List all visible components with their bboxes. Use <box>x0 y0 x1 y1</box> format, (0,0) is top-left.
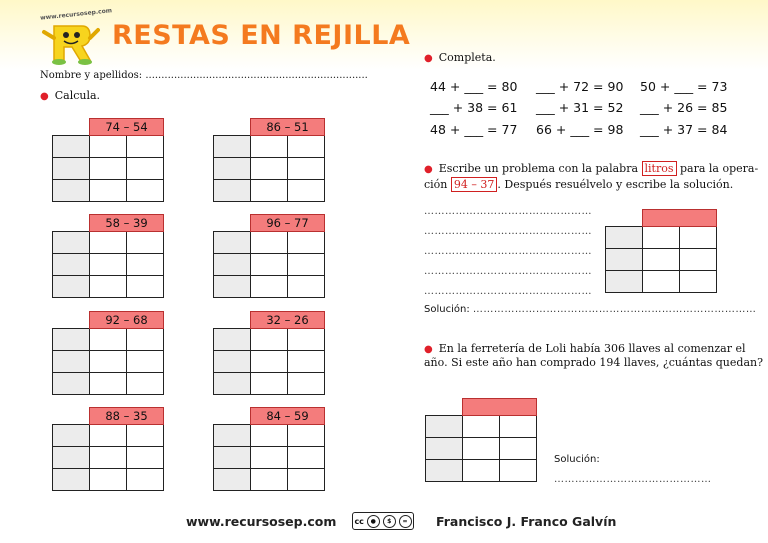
grid-cell[interactable] <box>288 136 325 158</box>
grid-cell[interactable] <box>127 373 164 395</box>
bullet-icon: ● <box>424 164 433 175</box>
grid-cell[interactable] <box>214 276 251 298</box>
problema-text: Escribe un problema con la palabra <box>438 162 639 175</box>
grid-cell[interactable] <box>53 232 90 254</box>
grid-cell[interactable] <box>500 460 537 482</box>
grid-cell[interactable] <box>127 351 164 373</box>
problema-line-1 <box>424 162 758 175</box>
answer-line: ………………………………………… <box>424 246 592 257</box>
grid-spacer <box>214 119 251 136</box>
grid-header: 74 – 54 <box>90 119 164 136</box>
grid-cell[interactable] <box>90 158 127 180</box>
subtraction-grid <box>213 118 325 202</box>
grid-spacer <box>53 312 90 329</box>
grid-cell[interactable] <box>251 329 288 351</box>
answer-line: ………………………………………… <box>424 226 592 237</box>
grid-cell[interactable] <box>214 373 251 395</box>
equation: 44 + ___ = 80 <box>430 79 518 94</box>
grid-cell[interactable] <box>251 469 288 491</box>
grid-cell[interactable] <box>288 329 325 351</box>
grid-cell[interactable] <box>426 438 463 460</box>
completa-heading <box>424 51 496 64</box>
grid-spacer <box>214 215 251 232</box>
footer-author: Francisco J. Franco Galvín <box>436 514 617 529</box>
subtraction-grid <box>213 311 325 395</box>
subtraction-grid <box>52 118 164 202</box>
solution-label: Solución: <box>554 454 600 465</box>
grid-header <box>643 210 717 227</box>
grid-cell[interactable] <box>53 276 90 298</box>
grid-cell[interactable] <box>288 180 325 202</box>
grid-cell[interactable] <box>127 276 164 298</box>
grid-cell[interactable] <box>680 249 717 271</box>
grid-cell[interactable] <box>606 271 643 293</box>
ferreteria-line-2: año. Si este año han comprado 194 llaves, ¿cuántas quedan? <box>424 356 763 369</box>
grid-cell[interactable] <box>463 460 500 482</box>
mascot-logo-icon <box>40 20 100 66</box>
equation: ___ + 26 = 85 <box>640 100 728 115</box>
subtraction-grid <box>52 407 164 491</box>
grid-header: 96 – 77 <box>251 215 325 232</box>
grid-cell[interactable] <box>288 373 325 395</box>
equation: ___ + 31 = 52 <box>536 100 624 115</box>
ferreteria-text: En la ferretería de Loli había 306 llaves al comenzar el <box>438 342 746 355</box>
equation: ___ + 37 = 84 <box>640 122 728 137</box>
grid-cell[interactable] <box>643 249 680 271</box>
problema-line-2 <box>424 178 733 191</box>
grid-header: 86 – 51 <box>251 119 325 136</box>
subtraction-grid <box>213 214 325 298</box>
footer-site: www.recursosep.com <box>186 514 337 529</box>
keyword-box: litros <box>642 161 677 176</box>
page-title: RESTAS EN REJILLA <box>112 20 411 51</box>
solution-row <box>424 304 756 315</box>
cc-license-icon <box>352 512 414 530</box>
nc-icon: $ <box>383 515 396 528</box>
equation: ___ + 38 = 61 <box>430 100 518 115</box>
name-line: Nombre y apellidos: ...................................................................... <box>40 70 368 81</box>
grid-cell[interactable] <box>288 254 325 276</box>
calcula-label: Calcula. <box>54 89 101 102</box>
grid-cell[interactable] <box>127 232 164 254</box>
grid-cell[interactable] <box>127 254 164 276</box>
grid-cell[interactable] <box>251 254 288 276</box>
grid-cell[interactable] <box>214 180 251 202</box>
grid-cell[interactable] <box>127 180 164 202</box>
grid-header: 92 – 68 <box>90 312 164 329</box>
bullet-icon: ● <box>424 344 433 355</box>
grid-cell[interactable] <box>90 254 127 276</box>
subtraction-grid <box>605 209 717 293</box>
solution-label: Solución: <box>424 304 470 315</box>
grid-cell[interactable] <box>127 447 164 469</box>
grid-cell[interactable] <box>288 425 325 447</box>
problema-text: . Después resuélvelo y escribe la solución. <box>497 178 734 191</box>
grid-cell[interactable] <box>214 254 251 276</box>
bullet-icon: ● <box>40 91 49 102</box>
grid-cell[interactable] <box>53 373 90 395</box>
grid-cell[interactable] <box>127 425 164 447</box>
grid-header: 84 – 59 <box>251 408 325 425</box>
grid-cell[interactable] <box>53 425 90 447</box>
grid-cell[interactable] <box>90 276 127 298</box>
grid-cell[interactable] <box>251 136 288 158</box>
grid-cell[interactable] <box>251 425 288 447</box>
grid-cell[interactable] <box>251 232 288 254</box>
grid-cell[interactable] <box>214 469 251 491</box>
grid-cell[interactable] <box>251 447 288 469</box>
nd-icon: = <box>399 515 412 528</box>
grid-cell[interactable] <box>426 460 463 482</box>
grid-cell[interactable] <box>127 158 164 180</box>
grid-header: 88 – 35 <box>90 408 164 425</box>
grid-spacer <box>214 312 251 329</box>
grid-cell[interactable] <box>90 329 127 351</box>
grid-cell[interactable] <box>606 227 643 249</box>
grid-cell[interactable] <box>127 469 164 491</box>
grid-header: 32 – 26 <box>251 312 325 329</box>
grid-cell[interactable] <box>214 136 251 158</box>
subtraction-grid <box>52 214 164 298</box>
grid-header <box>463 399 537 416</box>
grid-cell[interactable] <box>251 373 288 395</box>
solution-dots: ……………………………………… <box>554 474 712 485</box>
answer-line: ………………………………………… <box>424 206 592 217</box>
grid-cell[interactable] <box>214 351 251 373</box>
grid-cell[interactable] <box>426 416 463 438</box>
grid-cell[interactable] <box>53 180 90 202</box>
subtraction-grid <box>425 398 537 482</box>
grid-cell[interactable] <box>90 232 127 254</box>
subtraction-grid <box>213 407 325 491</box>
grid-cell[interactable] <box>288 351 325 373</box>
grid-cell[interactable] <box>90 136 127 158</box>
grid-cell[interactable] <box>53 351 90 373</box>
grid-cell[interactable] <box>214 158 251 180</box>
grid-spacer <box>426 399 463 416</box>
grid-cell[interactable] <box>90 351 127 373</box>
grid-cell[interactable] <box>90 447 127 469</box>
solution-dots: ……………………………………………………………………… <box>472 304 757 315</box>
calcula-heading <box>40 89 100 102</box>
grid-cell[interactable] <box>53 136 90 158</box>
grid-spacer <box>606 210 643 227</box>
grid-spacer <box>53 119 90 136</box>
grid-cell[interactable] <box>53 158 90 180</box>
grid-cell[interactable] <box>606 249 643 271</box>
grid-cell[interactable] <box>288 469 325 491</box>
grid-cell[interactable] <box>680 271 717 293</box>
ferreteria-line-1 <box>424 342 746 355</box>
grid-cell[interactable] <box>53 447 90 469</box>
grid-cell[interactable] <box>53 469 90 491</box>
equation: ___ + 72 = 90 <box>536 79 624 94</box>
grid-cell[interactable] <box>90 425 127 447</box>
grid-cell[interactable] <box>463 416 500 438</box>
grid-cell[interactable] <box>214 425 251 447</box>
grid-cell[interactable] <box>53 254 90 276</box>
completa-label: Completa. <box>438 51 496 64</box>
grid-cell[interactable] <box>251 351 288 373</box>
grid-cell[interactable] <box>500 416 537 438</box>
grid-cell[interactable] <box>463 438 500 460</box>
grid-cell[interactable] <box>214 232 251 254</box>
grid-cell[interactable] <box>90 373 127 395</box>
grid-cell[interactable] <box>251 180 288 202</box>
grid-cell[interactable] <box>127 136 164 158</box>
grid-cell[interactable] <box>251 158 288 180</box>
grid-cell[interactable] <box>53 329 90 351</box>
grid-cell[interactable] <box>643 271 680 293</box>
equation: 50 + ___ = 73 <box>640 79 728 94</box>
operation-box: 94 – 37 <box>451 177 498 192</box>
person-icon: ● <box>367 515 380 528</box>
subtraction-grid <box>52 311 164 395</box>
grid-header: 58 – 39 <box>90 215 164 232</box>
grid-cell[interactable] <box>288 276 325 298</box>
grid-cell[interactable] <box>90 180 127 202</box>
grid-cell[interactable] <box>500 438 537 460</box>
answer-line: ………………………………………… <box>424 266 592 277</box>
grid-cell[interactable] <box>251 276 288 298</box>
grid-spacer <box>214 408 251 425</box>
grid-cell[interactable] <box>680 227 717 249</box>
bullet-icon: ● <box>424 53 433 64</box>
logo-url: www.recursosep.com <box>39 7 113 22</box>
grid-cell[interactable] <box>90 469 127 491</box>
grid-spacer <box>53 215 90 232</box>
grid-cell[interactable] <box>288 447 325 469</box>
problema-text: para la opera- <box>680 162 759 175</box>
grid-cell[interactable] <box>288 158 325 180</box>
equation: 48 + ___ = 77 <box>430 122 518 137</box>
cc-text: cc <box>354 516 364 526</box>
grid-cell[interactable] <box>214 329 251 351</box>
problema-text: ción <box>424 178 448 191</box>
equation: 66 + ___ = 98 <box>536 122 624 137</box>
grid-cell[interactable] <box>127 329 164 351</box>
grid-spacer <box>53 408 90 425</box>
answer-line: ………………………………………… <box>424 286 592 297</box>
grid-cell[interactable] <box>643 227 680 249</box>
grid-cell[interactable] <box>214 447 251 469</box>
grid-cell[interactable] <box>288 232 325 254</box>
